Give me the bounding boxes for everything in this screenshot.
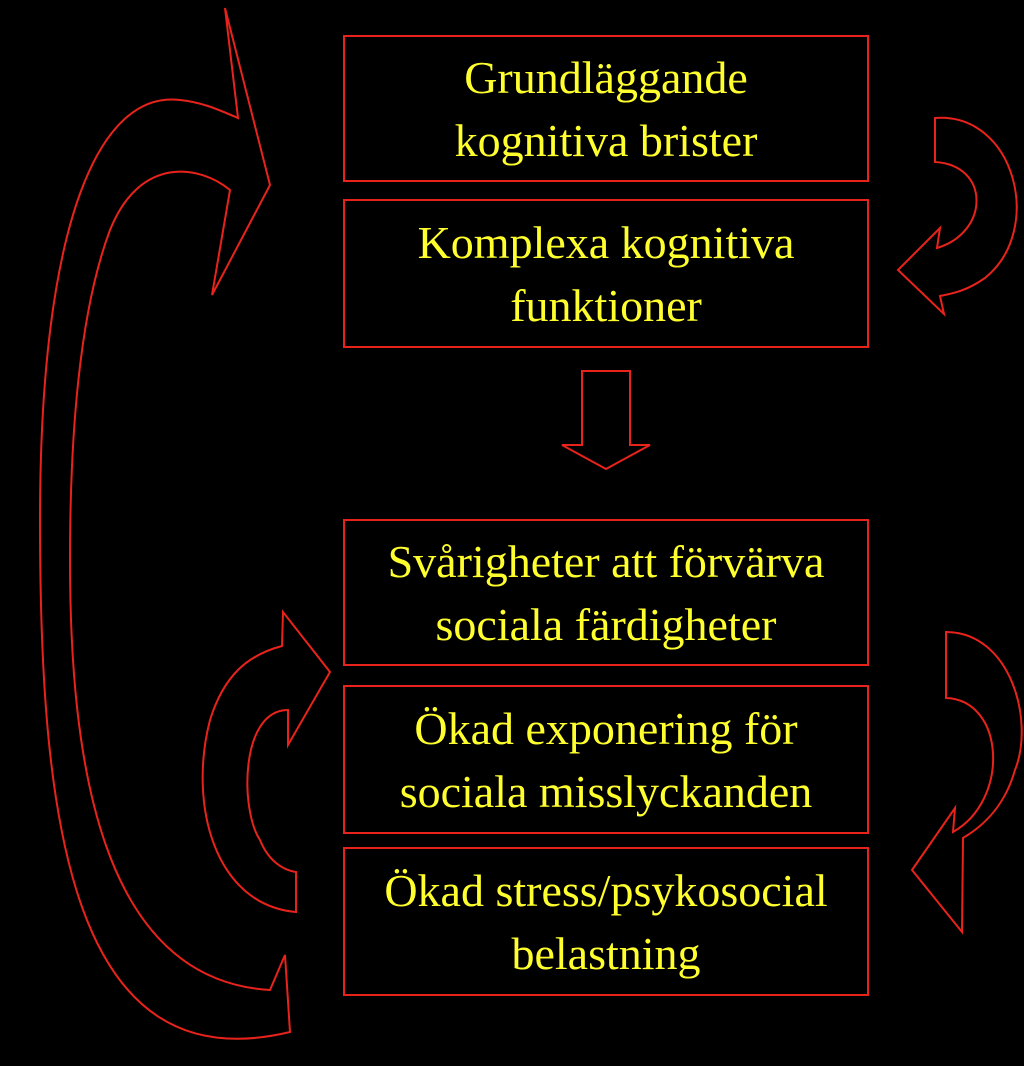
big-left-loop-arrow [40, 8, 290, 1039]
box-okad-exponering-misslyckanden: Ökad exponering för sociala misslyckanden [343, 685, 869, 834]
top-right-loop-arrow [898, 118, 1017, 314]
down-arrow [562, 371, 650, 469]
box-grundlaggande-kognitiva-brister: Grundläggande kognitiva brister [343, 35, 869, 182]
box-okad-stress-belastning: Ökad stress/psykosocial belastning [343, 847, 869, 996]
box-svarigheter-sociala-fardigheter: Svårigheter att förvärva sociala färdigheter [343, 519, 869, 666]
bottom-right-loop-arrow [912, 632, 1022, 932]
box-komplexa-kognitiva-funktioner: Komplexa kognitiva funktioner [343, 199, 869, 348]
small-left-loop-arrow [203, 612, 330, 912]
